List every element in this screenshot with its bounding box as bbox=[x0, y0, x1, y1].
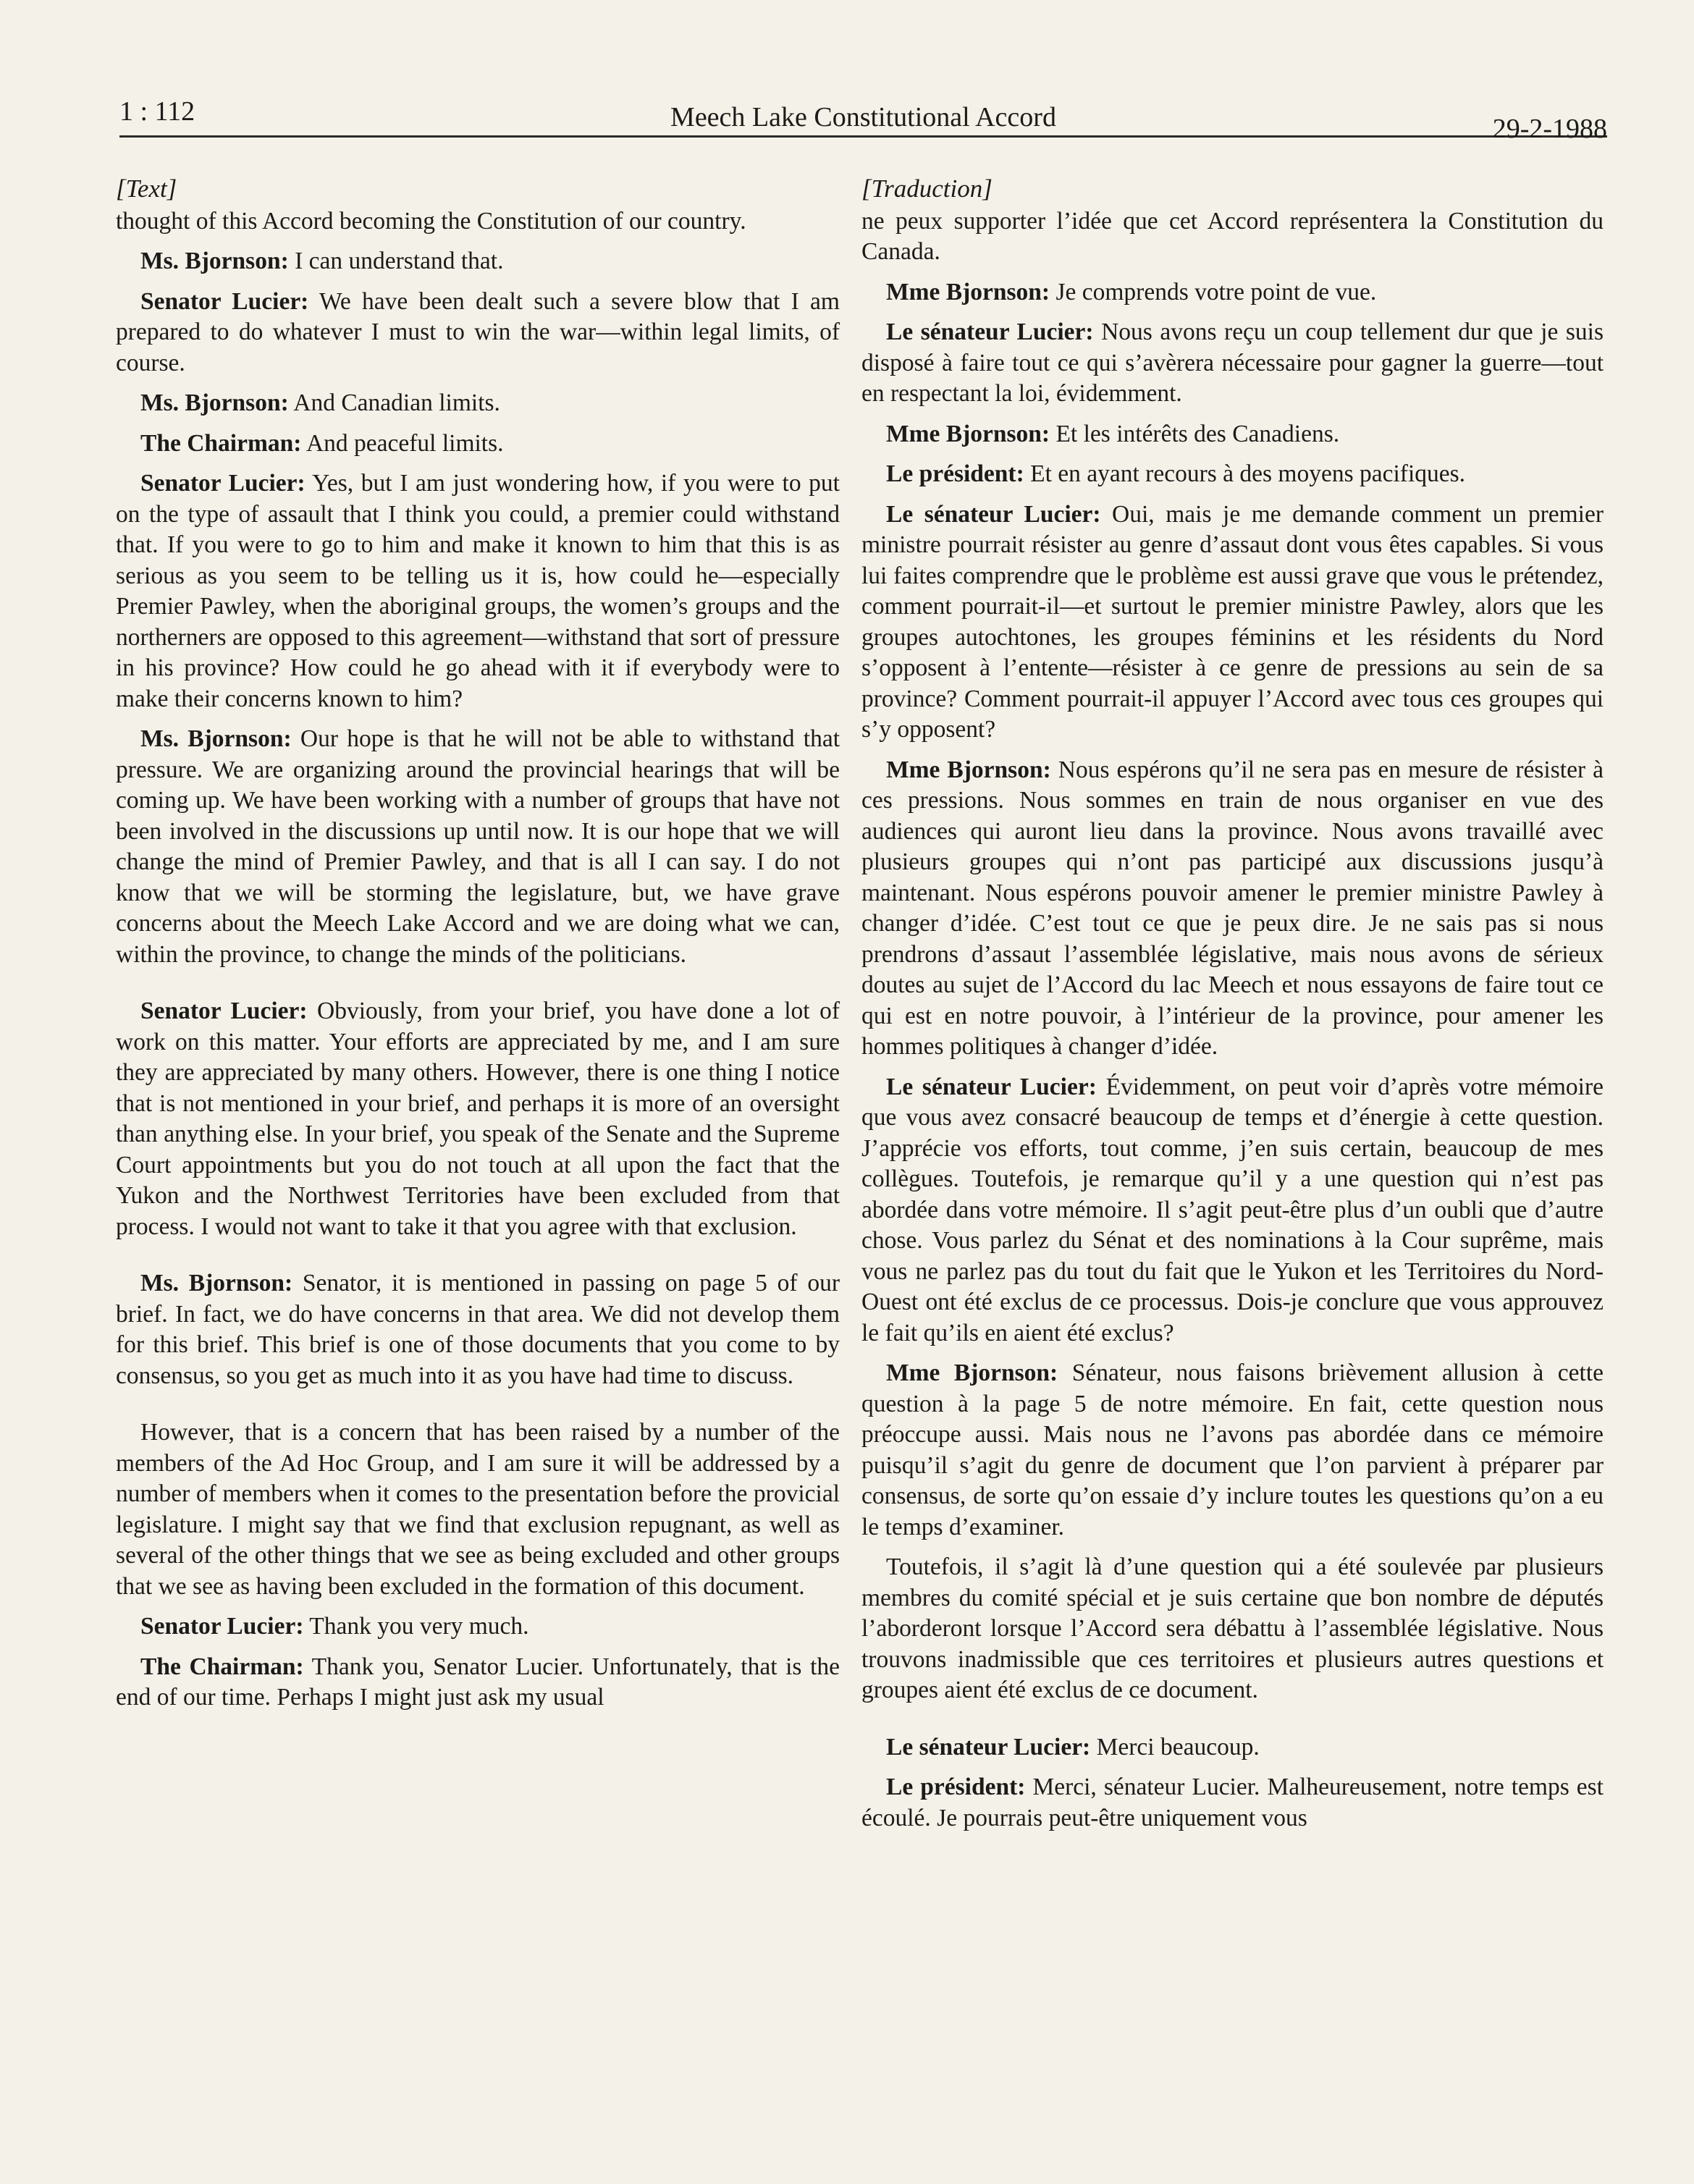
paragraph-text: Évidemment, on peut voir d’après votre mémoire que vous avez consacré beaucoup de temps et d’énergie à cette question. J’apprécie vos efforts, tout comme, j’en suis certain, beaucoup de mes collègues. Toutefois, je remarque qu’il y a une question qui n’est pas abordée dans votre mémoire. Il s’agit peut-être plus d’un oubli que d’autre chose. Vous parlez du Sénat et des nominations à la Cour suprême, mais vous ne parlez pas du tout du fait que le Yukon et les Territoires du Nord-Ouest ont été exclus de ce processus. Dois-je conclure que vous approuvez le fait qu’ils en aient été exclus? bbox=[861, 1073, 1604, 1346]
speaker-name: Senator Lucier: bbox=[140, 1613, 304, 1640]
paragraph-text: Et les intérêts des Canadiens. bbox=[1050, 420, 1340, 447]
paragraph bbox=[861, 419, 1604, 450]
speaker-name: Senator Lucier: bbox=[140, 287, 309, 315]
paragraph-text: Thank you, Senator Lucier. Unfortunately, that is the end of our time. Perhaps I might just ask my usual bbox=[116, 1653, 840, 1711]
paragraph bbox=[116, 388, 840, 419]
paragraph bbox=[861, 1072, 1604, 1349]
paragraph-text: And peaceful limits. bbox=[301, 429, 504, 457]
paragraph bbox=[116, 724, 840, 970]
paragraph bbox=[861, 277, 1604, 308]
paragraph bbox=[116, 1611, 840, 1643]
paragraph-text: Je comprends votre point de vue. bbox=[1050, 278, 1377, 305]
paragraph-text: However, that is a concern that has been raised by a number of the members of the Ad Hoc Group, and I am sure it will be addressed by a number of members when it comes to the presentation before the provicial legislature. I might say that we find that exclusion repugnant, as well as several of the other things that we see as being excluded and other groups that we see as having been excluded in the formation of this document. bbox=[116, 1419, 840, 1600]
paragraph-text: ne peux supporter l’idée que cet Accord représentera la Constitution du Canada. bbox=[861, 207, 1604, 265]
speaker-name: Le président: bbox=[886, 460, 1024, 487]
paragraph-text: Et en ayant recours à des moyens pacifiques. bbox=[1024, 460, 1466, 487]
paragraph bbox=[861, 755, 1604, 1063]
paragraph bbox=[116, 206, 840, 237]
paragraph bbox=[116, 246, 840, 277]
paragraph-text: Senator, it is mentioned in passing on page 5 of our brief. In fact, we do have concerns in that area. We did not develop them for this brief. This brief is one of those documents that you come to by consensus, so you get as much into it as you have had time to discuss. bbox=[116, 1270, 840, 1389]
paragraph-text: And Canadian limits. bbox=[288, 389, 500, 416]
speaker-name: Senator Lucier: bbox=[140, 998, 308, 1024]
speaker-name: The Chairman: bbox=[140, 429, 302, 457]
paragraph bbox=[861, 1772, 1604, 1834]
paragraph-text: I can understand that. bbox=[288, 248, 504, 274]
paragraph bbox=[861, 317, 1604, 410]
paragraph-text: Yes, but I am just wondering how, if you were to put on the type of assault that I think you could, a premier could withstand that. If you were to go to him and make it known to him that this is as serious as you seem to be telling us it is, how could he—especially Premier Pawley, when the aboriginal groups, the women’s groups and the northerners are opposed to this agreement—withstand that sort of pressure in his province? How could he go ahead with it if everybody were to make their concerns known to him? bbox=[116, 470, 840, 712]
paragraph bbox=[116, 996, 840, 1242]
paragraph bbox=[861, 499, 1604, 746]
running-title: Meech Lake Constitutional Accord bbox=[670, 102, 1056, 132]
paragraph bbox=[116, 429, 840, 460]
english-column bbox=[116, 174, 840, 1723]
paragraph bbox=[861, 1552, 1604, 1706]
page-number: 1 : 112 bbox=[119, 96, 195, 127]
paragraph bbox=[116, 1417, 840, 1602]
speaker-name: Le sénateur Lucier: bbox=[886, 500, 1101, 528]
paragraph-text: Merci beaucoup. bbox=[1090, 1733, 1260, 1761]
paragraph-text: Thank you very much. bbox=[303, 1613, 529, 1640]
column-label-traduction: [Traduction] bbox=[861, 174, 993, 203]
speaker-name: Le sénateur Lucier: bbox=[886, 1073, 1097, 1100]
speaker-name: Ms. Bjornson: bbox=[140, 248, 289, 274]
paragraph-text: Toutefois, il s’agit là d’une question qui a été soulevée par plusieurs membres du comité spécial et je suis certaine que bon nombre de députés l’aborderont lorsque l’Accord sera débattu à l’assemblée législative. Nous trouvons inadmissible que ces territoires et plusieurs autres questions et groupes aient été exclus de ce document. bbox=[861, 1553, 1604, 1703]
paragraph bbox=[861, 459, 1604, 490]
speaker-name: Mme Bjornson: bbox=[886, 756, 1051, 783]
paragraph bbox=[861, 1732, 1604, 1763]
speaker-name: Ms. Bjornson: bbox=[140, 1270, 293, 1297]
paragraph-text: Sénateur, nous faisons brièvement allusion à cette question à la page 5 de notre mémoire. En fait, cette question nous préoccupe aussi. Mais nous ne l’avons pas abordée dans ce mémoire puisqu’il s’agit du genre de document que l’on parvient à préparer par consensus, de sorte qu’on essaie d’y inclure toutes les questions qu’on a eu le temps d’examiner. bbox=[861, 1359, 1604, 1540]
speaker-name: Mme Bjornson: bbox=[886, 420, 1050, 447]
paragraph bbox=[861, 1358, 1604, 1543]
french-column bbox=[861, 174, 1604, 1843]
paragraph-text: Obviously, from your brief, you have done a lot of work on this matter. Your efforts are appreciated by me, and I am sure they are appreciated by many others. However, there is one thing I notice that is not mentioned in your brief, and perhaps it is more of an oversight than anything else. In your brief, you speak of the Senate and the Supreme Court appointments but you do not touch at all upon the fact that the Yukon and the Northwest Territories have been excluded from that process. I would not want to take it that you agree with that exclusion. bbox=[116, 998, 840, 1240]
speaker-name: The Chairman: bbox=[140, 1653, 304, 1680]
paragraph bbox=[861, 206, 1604, 268]
speaker-name: Ms. Bjornson: bbox=[140, 725, 292, 752]
speaker-name: Senator Lucier: bbox=[140, 470, 305, 497]
page-header bbox=[119, 96, 1607, 144]
column-label-text: [Text] bbox=[116, 174, 177, 203]
speaker-name: Mme Bjornson: bbox=[886, 1359, 1058, 1386]
header-date: 29-2-1988 bbox=[1492, 114, 1607, 144]
paragraph-text: Our hope is that he will not be able to withstand that pressure. We are organizing around the provincial hearings that will be coming up. We have been working with a number of groups that have not been involved in the discussions up until now. It is our hope that we will change the mind of Premier Pawley, and that is all I can say. I do not know that we will be storming the legislature, but, we have grave concerns about the Meech Lake Accord and we are doing what we can, within the province, to change the minds of the politicians. bbox=[116, 725, 840, 968]
paragraph-text: Nous avons reçu un coup tellement dur que je suis disposé à faire tout ce qui s’avèrera nécessaire pour gagner la guerre—tout en respectant la loi, évidemment. bbox=[861, 319, 1604, 407]
paragraph-text: thought of this Accord becoming the Constitution of our country. bbox=[116, 207, 746, 235]
paragraph bbox=[116, 1268, 840, 1391]
speaker-name: Mme Bjornson: bbox=[886, 278, 1050, 305]
paragraph-text: We have been dealt such a severe blow that I am prepared to do whatever I must to win the war—within legal limits, of course. bbox=[116, 287, 840, 376]
speaker-name: Le sénateur Lucier: bbox=[886, 1733, 1091, 1761]
speaker-name: Le président: bbox=[886, 1774, 1026, 1800]
paragraph bbox=[116, 468, 840, 714]
paragraph-text: Nous espérons qu’il ne sera pas en mesure de résister à ces pressions. Nous sommes en train de nous organiser en vue des audiences qui auront lieu dans la province. Nous avons travaillé avec plusieurs groupes qui n’ont pas participé aux discussions jusqu’à maintenant. Nous espérons pouvoir amener le premier ministre Pawley à changer d’idée. C’est tout ce que je peux dire. Je ne sais pas si nous prendrons d’assaut l’assemblée législative, mais nous avons de sérieux doutes au sujet de l’Accord du lac Meech et nous essayons de faire tout ce qui est en notre pouvoir, à l’intérieur de la province, pour amener les hommes politiques à changer d’idée. bbox=[861, 756, 1604, 1060]
paragraph bbox=[116, 287, 840, 379]
paragraph bbox=[116, 1652, 840, 1713]
paragraph-text: Merci, sénateur Lucier. Malheureusement, notre temps est écoulé. Je pourrais peut-être uniquement vous bbox=[861, 1774, 1604, 1831]
paragraph-text: Oui, mais je me demande comment un premier ministre pourrait résister au genre d’assaut dont vous êtes capables. Si vous lui faites comprendre que le problème est aussi grave que vous le prétendez, comment pourrait-il—et surtout le premier ministre Pawley, alors que les groupes autochtones, les groupes féminins et les résidents du Nord s’opposent à l’entente—résister à ce genre de pressions au sein de sa province? Comment pourrait-il appuyer l’Accord avec tous ces groupes qui s’y opposent? bbox=[861, 500, 1604, 743]
speaker-name: Ms. Bjornson: bbox=[140, 389, 289, 416]
speaker-name: Le sénateur Lucier: bbox=[886, 319, 1094, 345]
